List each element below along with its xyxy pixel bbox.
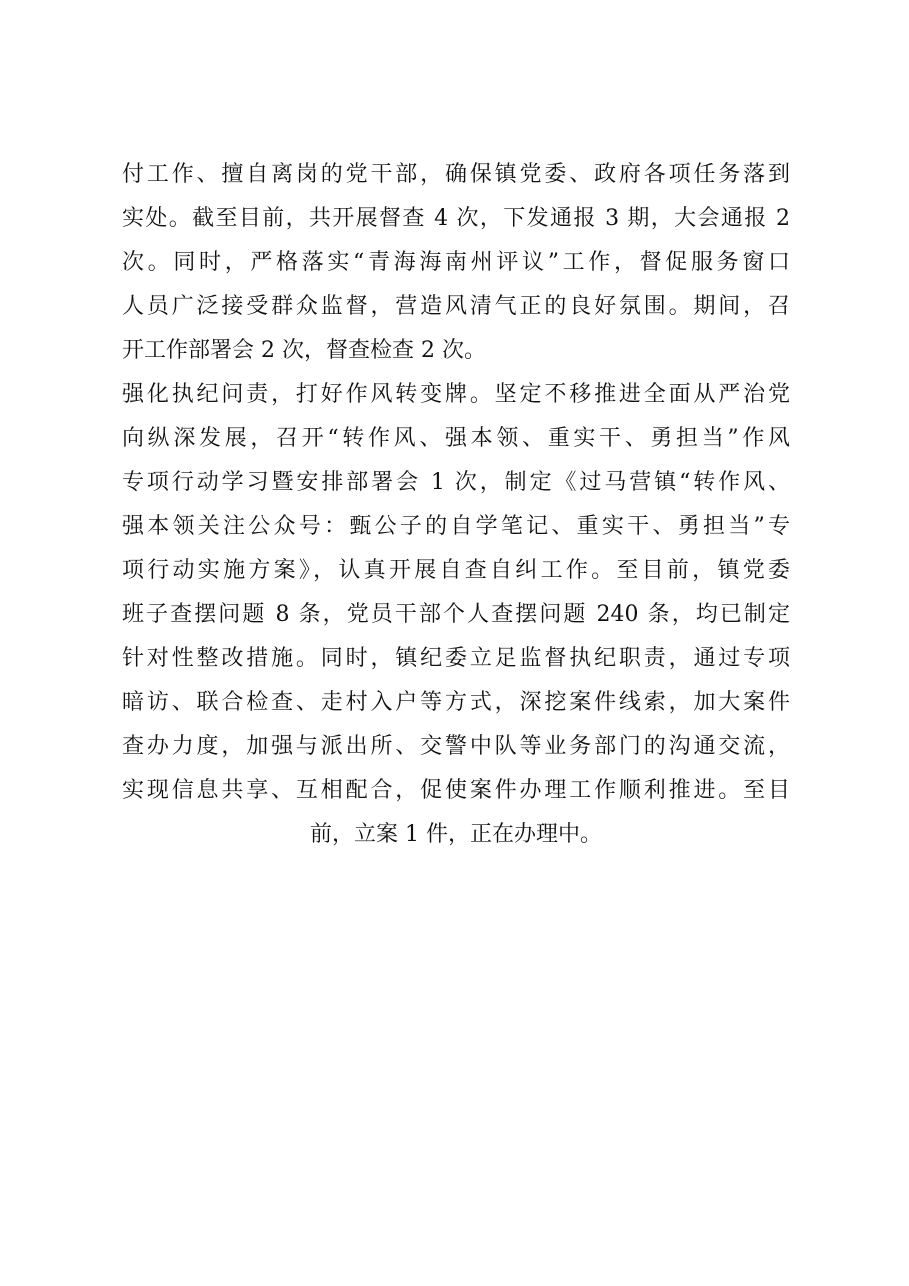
text-line: 项行动实施方案》，认真开展自查自纠工作。至目前，镇党委	[122, 558, 790, 583]
text-line: 实现信息共享、互相配合，促使案件办理工作顺利推进。至目	[122, 778, 790, 803]
text-line: 专项行动学习暨安排部署会 1 次，制定《过马营镇“转作风、	[122, 470, 790, 495]
text-line: 针对性整改措施。同时，镇纪委立足监督执纪职责，通过专项	[122, 646, 790, 671]
text-line: 实处。截至目前，共开展督查 4 次，下发通报 3 期，大会通报 2	[122, 206, 790, 231]
text-line: 强化执纪问责，打好作风转变牌。坚定不移推进全面从严治党	[122, 382, 790, 407]
text-line: 查办力度，加强与派出所、交警中队等业务部门的沟通交流，	[122, 734, 790, 759]
text-line: 次。同时，严格落实“青海海南州评议”工作，督促服务窗口	[122, 250, 790, 275]
text-line: 开工作部署会 2 次，督查检查 2 次。	[122, 338, 486, 363]
text-line: 强本领关注公众号：甄公子的自学笔记、重实干、勇担当”专	[122, 514, 790, 539]
text-line: 班子查摆问题 8 条，党员干部个人查摆问题 240 条，均已制定	[122, 602, 790, 627]
text-line: 付工作、擅自离岗的党干部，确保镇党委、政府各项任务落到	[122, 162, 790, 187]
text-line: 向纵深发展，召开“转作风、强本领、重实干、勇担当”作风	[122, 426, 790, 451]
text-line: 人员广泛接受群众监督，营造风清气正的良好氛围。期间，召	[122, 294, 790, 319]
text-line: 前，立案 1 件，正在办理中。	[310, 822, 602, 847]
text-line: 暗访、联合检查、走村入户等方式，深挖案件线索，加大案件	[122, 690, 790, 715]
